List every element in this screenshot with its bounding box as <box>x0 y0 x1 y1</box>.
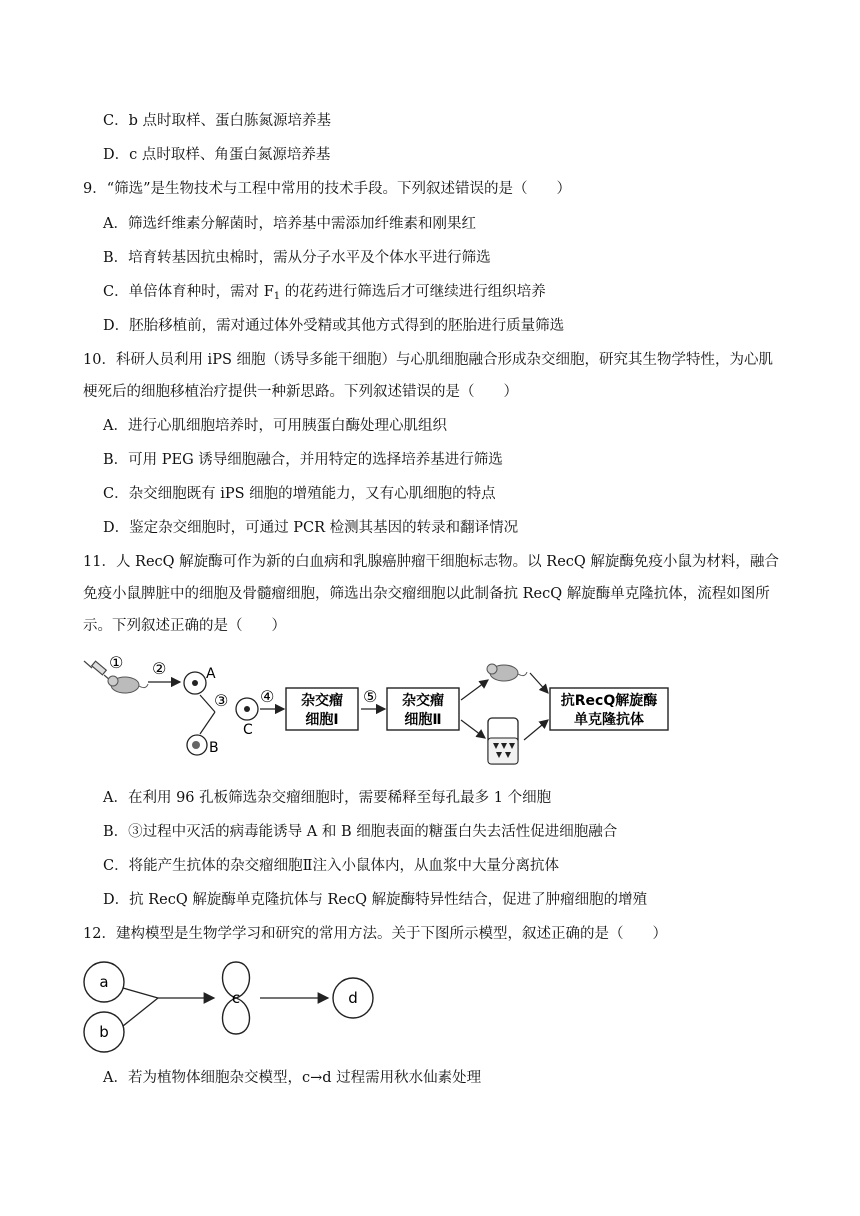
q11-option-c: C．将能产生抗体的杂交瘤细胞Ⅱ注入小鼠体内，从血浆中大量分离抗体 <box>103 858 559 874</box>
culture-flask-icon <box>488 718 518 764</box>
cell-d-text: d <box>348 989 358 1007</box>
q10-option-b: B．可用 PEG 诱导细胞融合，并用特定的选择培养基进行筛选 <box>103 452 503 468</box>
monoclonal-antibody-line1: 抗RecQ解旋酶 <box>560 693 658 709</box>
mouse-icon <box>108 676 148 693</box>
cell-b-label: B <box>209 740 219 756</box>
cell-b-text: b <box>99 1023 109 1041</box>
q11-stem-line3: 示。下列叙述正确的是（ ） <box>83 618 286 634</box>
q10-option-a: A．进行心肌细胞培养时，可用胰蛋白酶处理心肌组织 <box>103 418 447 434</box>
cell-a-label: A <box>206 666 216 682</box>
q10-stem-line1: 10．科研人员利用 iPS 细胞（诱导多能干细胞）与心肌细胞融合形成杂交细胞，研究其生物学特性，为心肌 <box>83 352 773 368</box>
q12-option-a: A．若为植物体细胞杂交模型，c→d 过程需用秋水仙素处理 <box>103 1070 482 1086</box>
step-2-label: ② <box>152 659 167 678</box>
step-5-label: ⑤ <box>363 687 378 706</box>
q9-stem: 9．“筛选”是生物技术与工程中常用的技术手段。下列叙述错误的是（ ） <box>83 181 572 197</box>
q9-option-b: B．培育转基因抗虫棉时，需从分子水平及个体水平进行筛选 <box>103 250 491 266</box>
step-3-label: ③ <box>214 691 229 710</box>
hybridoma-i-line1: 杂交瘤 <box>301 693 343 709</box>
cell-c-text: c <box>231 989 241 1007</box>
hybridoma-i-line2: 细胞Ⅰ <box>305 712 339 728</box>
hybridoma-ii-line2: 细胞Ⅱ <box>404 712 442 728</box>
cell-c-label: C <box>243 722 253 738</box>
q10-stem-line2: 梗死后的细胞移植治疗提供一种新思路。下列叙述错误的是（ ） <box>83 384 518 400</box>
q9-option-a: A．筛选纤维素分解菌时，培养基中需添加纤维素和刚果红 <box>103 216 476 232</box>
step-4-label: ④ <box>260 687 275 706</box>
q9-option-c: C．单倍体育种时，需对 $F_1$ 的花药进行筛选后才可继续进行组织培养 <box>103 284 546 302</box>
q11-option-b: B．③过程中灭活的病毒能诱导 A 和 B 细胞表面的糖蛋白失去活性促进细胞融合 <box>103 824 618 840</box>
step-1-label: ① <box>109 653 124 672</box>
q10-option-c: C．杂交细胞既有 iPS 细胞的增殖能力，又有心肌细胞的特点 <box>103 486 496 502</box>
monoclonal-antibody-line2: 单克隆抗体 <box>574 712 644 728</box>
q8-option-d: D．c 点时取样、角蛋白氮源培养基 <box>103 147 331 163</box>
q12-stem: 12．建构模型是生物学学习和研究的常用方法。关于下图所示模型，叙述正确的是（ ） <box>83 926 667 942</box>
syringe-icon <box>84 661 110 680</box>
q11-stem-line2: 免疫小鼠脾脏中的细胞及骨髓瘤细胞，筛选出杂交瘤细胞以此制备抗 RecQ 解旋酶单克隆抗体，流程如图所 <box>83 586 770 602</box>
q8-option-c: C．b 点时取样、蛋白胨氮源培养基 <box>103 113 331 129</box>
hybridoma-ii-line1: 杂交瘤 <box>402 693 444 709</box>
q11-option-a: A．在利用 96 孔板筛选杂交瘤细胞时，需要稀释至每孔最多 1 个细胞 <box>103 790 552 806</box>
q9-option-d: D．胚胎移植前，需对通过体外受精或其他方式得到的胚胎进行质量筛选 <box>103 318 565 334</box>
q11-stem-line1: 11．人 RecQ 解旋酶可作为新的白血病和乳腺癌肿瘤干细胞标志物。以 RecQ 解旋酶免疫小鼠为材料，融合 <box>83 554 779 570</box>
mouse-icon <box>487 664 527 681</box>
q10-option-d: D．鉴定杂交细胞时，可通过 PCR 检测其基因的转录和翻译情况 <box>103 520 519 536</box>
q11-option-d: D．抗 RecQ 解旋酶单克隆抗体与 RecQ 解旋酶特异性结合，促进了肿瘤细胞的增殖 <box>103 892 648 908</box>
q12-model-diagram <box>80 958 380 1056</box>
q11-flow-diagram <box>80 648 680 770</box>
cell-a-text: a <box>99 973 109 991</box>
